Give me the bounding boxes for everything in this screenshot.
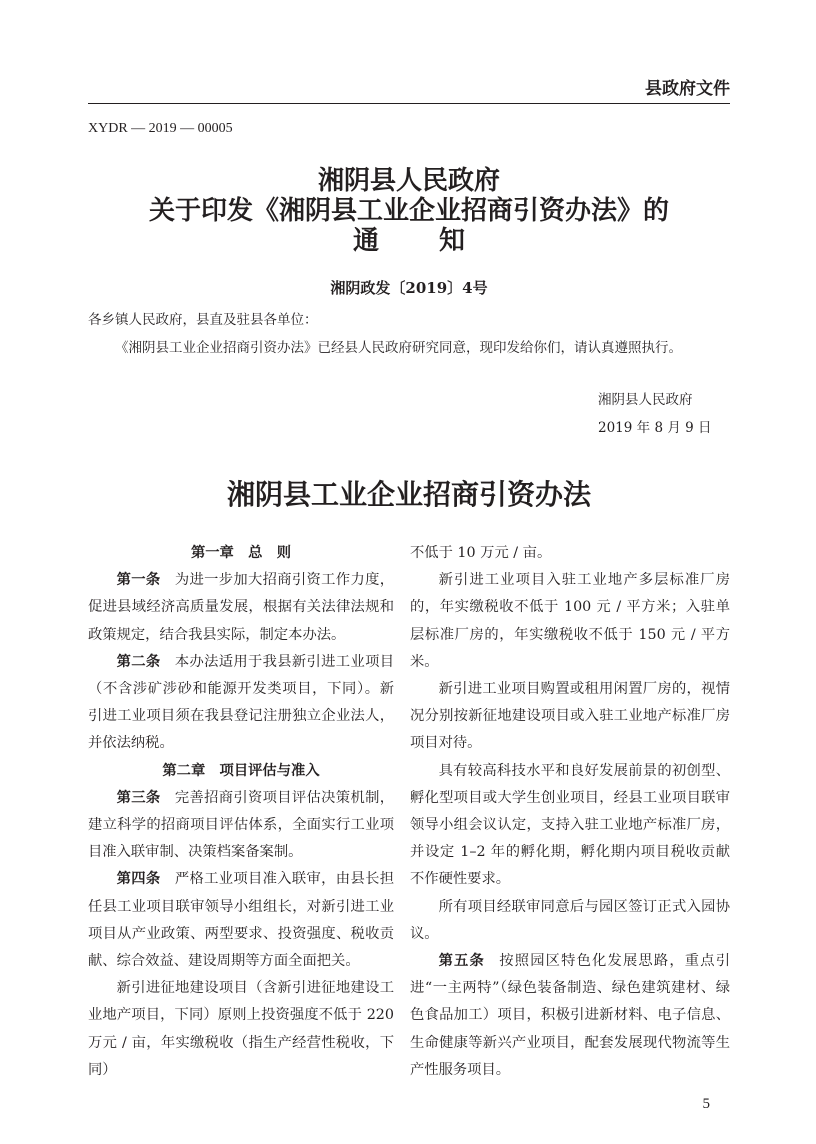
left-column xyxy=(88,540,394,1084)
paragraph: 所有项目经联审同意后与园区签订正式入园协议。 xyxy=(410,898,730,942)
article-5 xyxy=(410,948,730,1084)
article-text: 本办法适用于我县新引进工业项目（不含涉矿涉砂和能源开发类项目，下同）。新引进工业项目须在我县登记注册独立企业法人，并依法纳税。 xyxy=(88,653,395,752)
date: 2019 年 8 月 9 日 xyxy=(598,420,712,436)
paragraph: 新引进征地建设项目（含新引进征地建设工业地产项目，下同）原则上投资强度不低于 220 万元 / 亩，年实缴税收（指生产经营性税收，下同） xyxy=(88,980,394,1078)
article-2 xyxy=(88,649,394,758)
notice-title-line-3: 通知 xyxy=(352,226,525,256)
notice-title-line-1: 湘阴县人民政府 xyxy=(317,166,500,196)
right-column xyxy=(410,540,730,1084)
article-label: 第五条 xyxy=(438,953,485,970)
signature-block xyxy=(88,386,730,442)
chapter-heading: 第一章 总 则 xyxy=(190,545,292,561)
paragraph: 不低于 10 万元 / 亩。 xyxy=(410,545,552,561)
article-1 xyxy=(88,567,394,649)
chapter-heading: 第二章 项目评估与准入 xyxy=(162,762,320,779)
two-column-body xyxy=(88,540,730,1084)
article-label: 第三条 xyxy=(116,789,161,806)
signer: 湘阴县人民政府 xyxy=(598,392,693,408)
article-text: 完善招商引资项目评估决策机制，建立科学的招商项目评估体系，全面实行工业项目准入联审制、决策档案备案制。 xyxy=(88,789,395,861)
running-header: 县政府文件 xyxy=(645,79,730,99)
article-3 xyxy=(88,785,394,867)
article-label: 第四条 xyxy=(116,871,161,888)
paragraph: 新引进工业项目购置或租用闲置厂房的，视情况分别按新征地建设项目或入驻工业地产标准厂房项目对待。 xyxy=(410,681,730,752)
article-label: 第一条 xyxy=(116,572,161,589)
article-4 xyxy=(88,866,394,975)
salutation: 各乡镇人民政府，县直及驻县各单位： xyxy=(88,312,318,328)
article-text: 严格工业项目准入联审，由县长担任县工业项目联审领导小组组长，对新引进工业项目从产业政策、两型要求、投资强度、税收贡献、综合效益、建设周期等方面全面把关。 xyxy=(88,871,395,970)
article-label: 第二条 xyxy=(116,653,161,670)
article-text: 按照园区特色化发展思路，重点引进“一主两特”（绿色装备制造、绿色建筑建材、绿色食品加工）项目，积极引进新材料、电子信息、生命健康等新兴产业项目，配套发展现代物流等生产性服务项目。 xyxy=(410,953,731,1078)
notice-title-line-2: 关于印发《湘阴县工业企业招商引资办法》的 xyxy=(148,196,669,226)
document-code: XYDR — 2019 — 00005 xyxy=(88,121,233,136)
page-number: 5 xyxy=(702,1096,710,1113)
paragraph: 新引进工业项目入驻工业地产多层标准厂房的，年实缴税收不低于 100 元 / 平方米；入驻单层标准厂房的，年实缴税收不低于 150 元 / 平方米。 xyxy=(410,572,730,670)
article-text: 为进一步加大招商引资工作力度，促进县域经济高质量发展，根据有关法律法规和政策规定，结合我县实际，制定本办法。 xyxy=(88,572,395,643)
paragraph: 具有较高科技水平和良好发展前景的初创型、孵化型项目或大学生创业项目，经县工业项目联审领导小组会议认定，支持入驻工业地产标准厂房，并设定 1–2 年的孵化期，孵化期内项目税收贡献不作硬性要求。 xyxy=(410,762,730,888)
notice-body: 《湘阴县工业企业招商引资办法》已经县人民政府研究同意，现印发给你们，请认真遵照执行。 xyxy=(115,340,682,356)
issue-number: 湘阴政发〔2019〕4号 xyxy=(330,279,488,297)
measures-title: 湘阴县工业企业招商引资办法 xyxy=(226,478,591,511)
header-rule xyxy=(88,103,730,104)
